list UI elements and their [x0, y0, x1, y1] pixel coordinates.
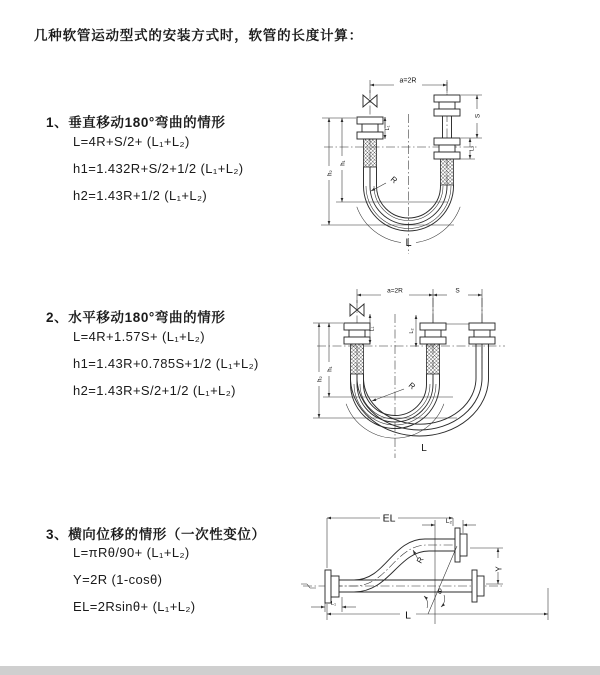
braided-hose-section [441, 159, 454, 185]
angle-label: θ [438, 589, 442, 596]
formula-line: L=4R+1.57S+ (L₁+L₂) [73, 329, 205, 344]
dim-label-l2: L₂ [445, 518, 453, 525]
formula-line: h2=1.43R+S/2+1/2 (L₁+L₂) [73, 383, 236, 398]
braided-hose-section [364, 139, 377, 167]
dim-label-h2: h₂ [317, 376, 324, 382]
dim-label-l1: L₁ [331, 601, 336, 607]
section-3-heading: 3、横向位移的情形（一次性变位） [46, 527, 266, 542]
dim-label-h2: h₂ [327, 170, 334, 176]
diagram-vertical-180-bend [308, 68, 593, 263]
formula-line: L=4R+S/2+ (L₁+L₂) [73, 134, 190, 149]
dim-label-a2r: a=2R [399, 77, 417, 85]
formula-line: Y=2R (1-cosθ) [73, 572, 163, 587]
dim-label-el: EL [382, 512, 396, 525]
diagram-horizontal-180-bend [305, 280, 595, 465]
hose-top-wall [339, 539, 455, 580]
dim-label-h1: h₁ [327, 366, 334, 372]
flange-left [325, 570, 339, 603]
radius-label: R [388, 174, 399, 186]
formula-line: EL=2Rsinθ+ (L₁+L₂) [73, 599, 196, 614]
dim-label-a2r: a=2R [387, 287, 403, 295]
length-label: L [421, 443, 427, 454]
pipe-original-position [339, 580, 472, 592]
diagram-lateral-displacement [298, 500, 598, 660]
radius-label: R [414, 555, 426, 565]
section-2-heading: 2、水平移动180°弯曲的情形 [46, 310, 226, 325]
dim-label-l1: L₁ [385, 125, 391, 131]
section-1-heading: 1、垂直移动180°弯曲的情形 [46, 115, 226, 130]
pipe-fitting-right [469, 323, 495, 344]
length-label: L [405, 237, 412, 249]
flange-right-lower [472, 570, 484, 602]
dim-label-s: S [474, 113, 482, 119]
dim-label-y: Y [494, 566, 504, 572]
formula-line: h1=1.432R+S/2+1/2 (L₁+L₂) [73, 161, 244, 176]
dim-label-l2: L₂ [409, 328, 415, 334]
dim-label-h1: h₁ [340, 160, 347, 166]
page-title: 几种软管运动型式的安装方式时，软管的长度计算： [34, 28, 363, 43]
flange-right-upper [455, 528, 467, 562]
pipe-fitting-left [344, 323, 370, 374]
formula-line: h1=1.43R+0.785S+1/2 (L₁+L₂) [73, 356, 259, 371]
formula-line: h2=1.43R+1/2 (L₁+L₂) [73, 188, 208, 203]
pipe-fitting-middle [420, 323, 446, 374]
dim-label-s: S [455, 287, 460, 295]
page-bottom-edge [0, 666, 600, 675]
dim-label-l1: L₁ [369, 326, 376, 332]
dim-label-l2: L₂ [469, 145, 476, 152]
radius-label: R [406, 380, 417, 392]
formula-line: L=πRθ/90+ (L₁+L₂) [73, 545, 190, 560]
dim-label-l: L [405, 609, 411, 622]
